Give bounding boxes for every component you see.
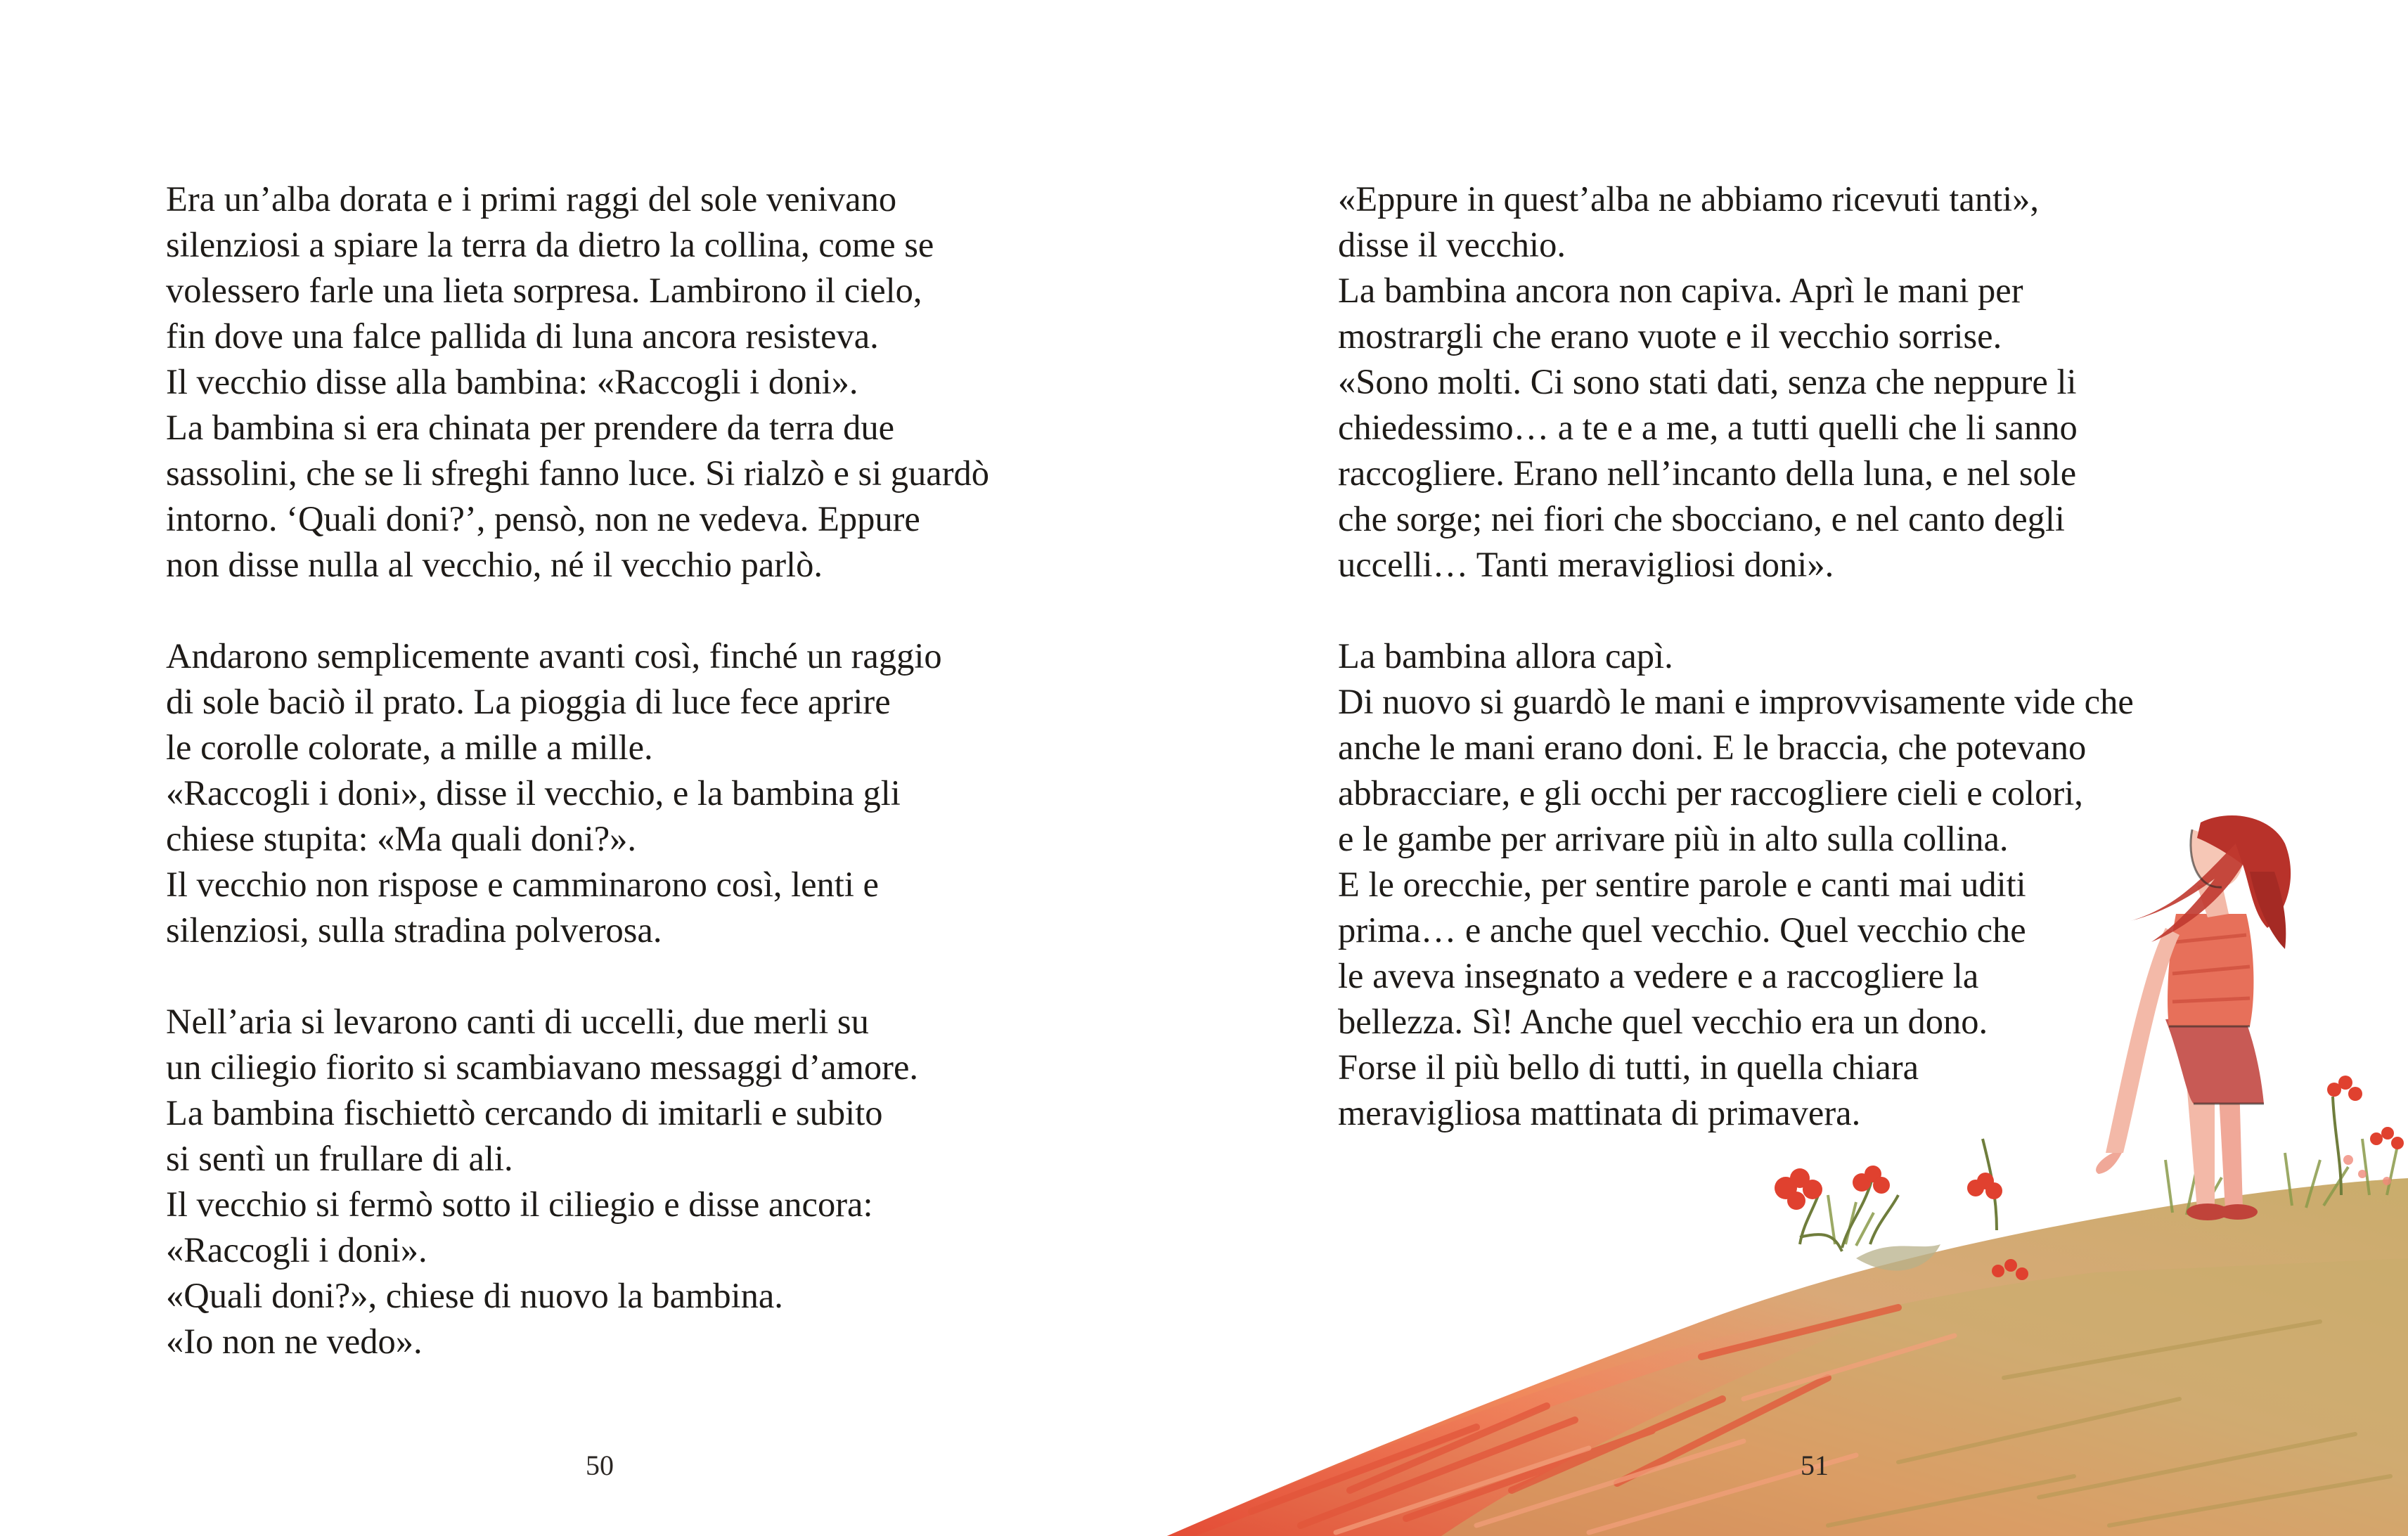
text-line: chiedessimo… a te e a me, a tutti quelli che li sanno (1338, 408, 2078, 447)
text-line: che sorge; nei fiori che sbocciano, e nel canto degli (1338, 499, 2065, 538)
text-line: sassolini, che se li sfreghi fanno luce. Si rialzò e si guardò (166, 453, 990, 493)
paragraph (1338, 176, 2273, 588)
right-page-text (1338, 176, 2273, 1182)
text-line: prima… e anche quel vecchio. Quel vecchio che (1338, 910, 2026, 950)
text-line: «Raccogli i doni», disse il vecchio, e la bambina gli (166, 773, 901, 813)
text-line: Il vecchio disse alla bambina: «Raccogli i doni». (166, 362, 858, 401)
text-line: Di nuovo si guardò le mani e improvvisamente vide che (1338, 682, 2134, 721)
text-line: anche le mani erano doni. E le braccia, che potevano (1338, 728, 2087, 767)
text-line: le corolle colorate, a mille a mille. (166, 728, 653, 767)
text-line: uccelli… Tanti meravigliosi doni». (1338, 545, 1834, 584)
text-line: «Io non ne vedo». (166, 1322, 423, 1361)
text-line: le aveva insegnato a vedere e a raccogliere la (1338, 956, 1979, 995)
left-page-text (166, 176, 1101, 1410)
paragraph (166, 999, 1101, 1364)
text-line: un ciliegio fiorito si scambiavano messaggi d’amore. (166, 1047, 919, 1087)
paragraph (166, 633, 1101, 953)
text-line: Era un’alba dorata e i primi raggi del sole venivano (166, 179, 897, 219)
text-line: si sentì un frullare di ali. (166, 1139, 513, 1178)
text-line: non disse nulla al vecchio, né il vecchio parlò. (166, 545, 823, 584)
text-line: intorno. ‘Quali doni?’, pensò, non ne vedeva. Eppure (166, 499, 920, 538)
text-line: silenziosi, sulla stradina polverosa. (166, 910, 662, 950)
text-line: «Sono molti. Ci sono stati dati, senza che neppure li (1338, 362, 2077, 401)
hill (1167, 1178, 2408, 1536)
text-line: di sole baciò il prato. La pioggia di luce fece aprire (166, 682, 891, 721)
text-line: mostrargli che erano vuote e il vecchio sorrise. (1338, 316, 2002, 356)
text-line: «Quali doni?», chiese di nuovo la bambina. (166, 1276, 783, 1315)
paragraph (166, 176, 1101, 588)
text-line: bellezza. Sì! Anche quel vecchio era un dono. (1338, 1002, 1988, 1041)
text-line: volessero farle una lieta sorpresa. Lambirono il cielo, (166, 271, 922, 310)
text-line: Il vecchio non rispose e camminarono così, lenti e (166, 865, 879, 904)
text-line: La bambina ancora non capiva. Aprì le mani per (1338, 271, 2023, 310)
paragraph (1338, 633, 2273, 1136)
text-line: chiese stupita: «Ma quali doni?». (166, 819, 636, 858)
text-line: «Raccogli i doni». (166, 1230, 427, 1270)
text-line: silenziosi a spiare la terra da dietro la collina, come se (166, 225, 934, 264)
text-line: e le gambe per arrivare più in alto sulla collina. (1338, 819, 2009, 858)
text-line: raccogliere. Erano nell’incanto della luna, e nel sole (1338, 453, 2077, 493)
text-line: fin dove una falce pallida di luna ancora resisteva. (166, 316, 879, 356)
text-line: disse il vecchio. (1338, 225, 1566, 264)
text-line: Il vecchio si fermò sotto il ciliegio e disse ancora: (166, 1185, 873, 1224)
text-line: Andarono semplicemente avanti così, finché un raggio (166, 636, 942, 676)
text-line: La bambina si era chinata per prendere da terra due (166, 408, 895, 447)
text-line: abbracciare, e gli occhi per raccogliere cieli e colori, (1338, 773, 2083, 813)
text-line: Nell’aria si levarono canti di uccelli, due merli su (166, 1002, 869, 1041)
text-line: Forse il più bello di tutti, in quella chiara (1338, 1047, 1919, 1087)
text-line: «Eppure in quest’alba ne abbiamo ricevuti tanti», (1338, 179, 2040, 219)
text-line: meravigliosa mattinata di primavera. (1338, 1093, 1861, 1132)
text-line: La bambina fischiettò cercando di imitarli e subito (166, 1093, 883, 1132)
text-line: E le orecchie, per sentire parole e canti mai uditi (1338, 865, 2026, 904)
page-number-right: 51 (1801, 1450, 1829, 1481)
text-line: La bambina allora capì. (1338, 636, 1673, 676)
page-number-left: 50 (586, 1450, 614, 1481)
